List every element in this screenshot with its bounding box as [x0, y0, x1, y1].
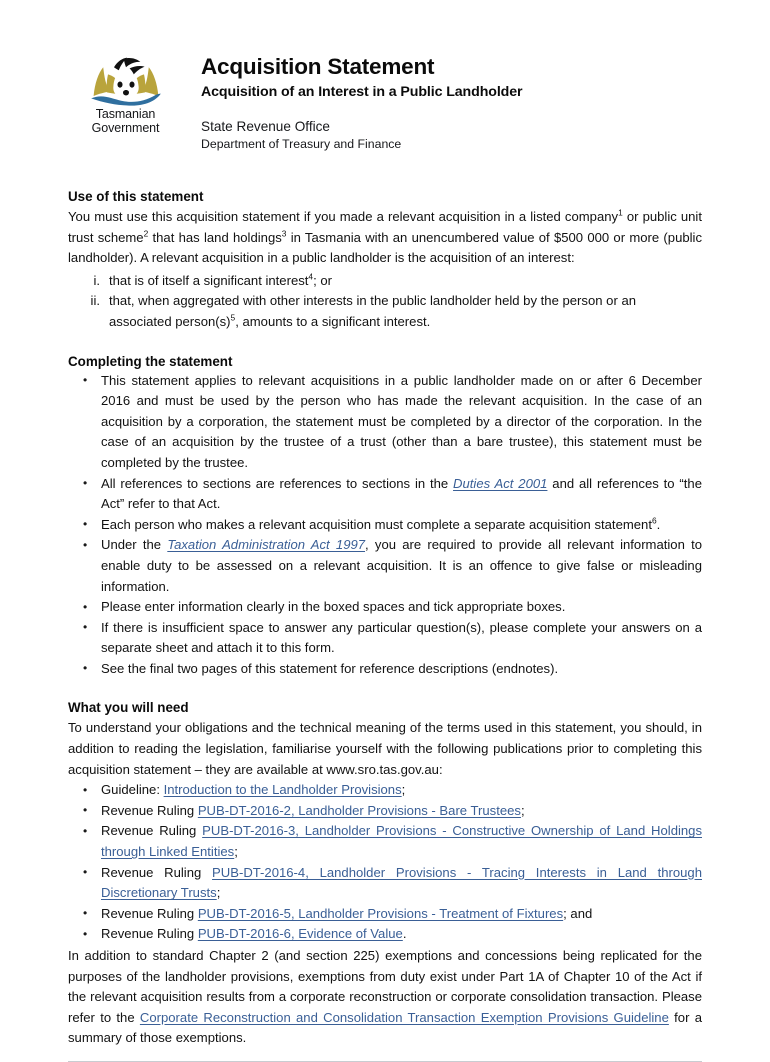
list-item	[68, 904, 702, 925]
bullet-text-separate-statement-b: .	[656, 516, 661, 532]
paragraph-use-of-statement	[68, 207, 702, 269]
section-heading-completing-statement: Completing the statement	[68, 353, 233, 369]
bullet-text-sections-a: All references to sections are references to sections in the	[101, 475, 454, 491]
list-item	[68, 924, 702, 945]
list-item	[68, 515, 702, 536]
list-item	[68, 780, 702, 801]
tasmanian-government-logo	[68, 52, 183, 135]
endnote-ref-4: 4	[308, 271, 314, 282]
document-body	[68, 187, 702, 1062]
list-item	[68, 535, 702, 597]
link-introduction-to-landholder-provisions[interactable]: Introduction to the Landholder Provisions	[163, 782, 402, 798]
use-text-c: that has land holdings	[148, 229, 282, 245]
list-marker-i: i.	[93, 272, 100, 288]
link-pub-dt-2016-6[interactable]: PUB-DT-2016-6, Evidence of Value	[197, 926, 403, 942]
bullet-text-separate-statement-a: Each person who makes a relevant acquisition must complete a separate acquisition statement	[101, 516, 652, 532]
endnote-ref-2: 2	[143, 228, 149, 239]
logo-line-tasmanian: Tasmanian	[95, 107, 156, 121]
list-item-text-a: that, when aggregated with other interests in the public landholder held by the person or an associated person(s)	[109, 293, 637, 329]
list-item	[68, 801, 702, 822]
paragraph-exemptions	[68, 946, 702, 1049]
publication-suffix: .	[402, 926, 407, 942]
link-corporate-reconstruction-guideline[interactable]: Corporate Reconstruction and Consolidation Transaction Exemption Provisions Guideline	[139, 1009, 669, 1025]
tasmanian-government-logo-icon	[90, 56, 162, 106]
title-block	[183, 52, 522, 152]
endnote-ref-5: 5	[230, 312, 236, 323]
section-heading-what-you-will-need: What you will need	[68, 700, 189, 716]
link-pub-dt-2016-4[interactable]: PUB-DT-2016-4, Landholder Provisions - Tracing Interests in Land through Discretionary Trusts	[101, 864, 702, 901]
link-pub-dt-2016-5[interactable]: PUB-DT-2016-5, Landholder Provisions - Treatment of Fixtures	[197, 905, 564, 921]
bullet-text-endnotes: See the final two pages of this statement for reference descriptions (endnotes).	[101, 660, 559, 676]
logo-wordmark	[92, 108, 160, 135]
list-item	[68, 291, 702, 332]
exemptions-text-a: In addition to standard Chapter 2 (and section 225) exemptions and concessions being replicated for the purposes of the landholder provisions, exemptions from duty exist under Part 1A of Chapter 10 of the Act if the relevant acquisition results from a corporate reconstruction or corporate consolidation transaction. Please refer to the	[68, 948, 702, 1025]
paragraph-what-you-will-need: To understand your obligations and the technical meaning of the terms used in this statement, you should, in addition to reading the legislation, familiarise yourself with the following publications prior to completing this acquisition statement – they are available at www.sro.tas.gov.au:	[68, 720, 702, 777]
list-item-text-a: that is of itself a significant interest	[109, 272, 309, 288]
link-pub-dt-2016-2[interactable]: PUB-DT-2016-2, Landholder Provisions - Bare Trustees	[197, 802, 521, 818]
page-subtitle: Acquisition of an Interest in a Public Landholder	[201, 84, 523, 100]
link-pub-dt-2016-3[interactable]: PUB-DT-2016-3, Landholder Provisions - Constructive Ownership of Land Holdings through Linked Entities	[101, 823, 702, 860]
use-text-d: in Tasmania with an unencumbered value of $500 000 or more (public landholder). A relevant acquisition in a public landholder is the acquisition of an interest:	[68, 229, 703, 266]
section-heading-use-of-statement: Use of this statement	[68, 189, 204, 204]
endnote-ref-3: 3	[281, 228, 287, 239]
list-item-text-b: ; or	[313, 272, 333, 288]
use-text-a: You must use this acquisition statement if you made a relevant acquisition in a listed company	[68, 209, 619, 224]
link-duties-act-2001[interactable]: Duties Act 2001	[453, 475, 548, 491]
publication-prefix: Revenue Ruling	[101, 823, 203, 839]
list-item	[68, 597, 702, 618]
publications-list	[68, 780, 702, 945]
use-text-b: or public unit trust scheme	[68, 209, 702, 245]
publication-suffix: ;	[520, 802, 525, 818]
bullet-text-applies: This statement applies to relevant acquisitions in a public landholder made on or after 6 December 2016 and must be used by the person who has made the relevant acquisition. In the case of an acquisition by a corporation, the statement must be completed by a director of the corporation. In the case of an acquisition by the trustee of a trust (other than a bare trustee), this statement must be completed by the trustee.	[101, 372, 702, 470]
link-taxation-administration-act-1997[interactable]: Taxation Administration Act 1997	[167, 537, 366, 553]
publication-suffix: ;	[234, 844, 238, 860]
bullet-text-taxation-admin-b: , you are required to provide all relevant information to enable duty to be assessed on a relevant acquisition. It is an offence to give false or misleading information.	[101, 537, 703, 594]
exemptions-text-b: for a summary of those exemptions.	[68, 1009, 702, 1046]
list-item-text-b: , amounts to a significant interest.	[235, 313, 431, 329]
page-title: Acquisition Statement	[201, 54, 435, 79]
logo-line-government: Government	[91, 120, 160, 135]
publication-prefix: Revenue Ruling	[101, 802, 198, 818]
list-item	[68, 659, 702, 680]
bullet-text-enter-clearly: Please enter information clearly in the boxed spaces and tick appropriate boxes.	[101, 599, 566, 615]
list-item	[68, 474, 702, 515]
publication-prefix: Revenue Ruling	[101, 926, 198, 942]
publication-prefix: Revenue Ruling	[101, 905, 198, 921]
endnote-ref-1: 1	[618, 207, 623, 218]
publication-suffix: ;	[216, 885, 221, 901]
publication-suffix: ;	[401, 782, 406, 798]
list-item	[68, 863, 702, 904]
document-header	[68, 0, 702, 170]
organisation-department: Department of Treasury and Finance	[201, 137, 402, 151]
list-item	[68, 271, 702, 292]
completing-statement-list	[68, 371, 702, 680]
list-marker-ii: ii.	[90, 293, 100, 309]
bullet-text-sections-b: and all references to “the Act” refer to that Act.	[101, 475, 702, 512]
bullet-text-taxation-admin-a: Under the	[101, 537, 168, 553]
list-item	[68, 821, 702, 862]
publication-prefix: Guideline:	[101, 782, 164, 798]
list-item	[68, 618, 702, 659]
publication-prefix: Revenue Ruling	[101, 864, 213, 880]
bullet-text-insufficient-space: If there is insufficient space to answer any particular question(s), please complete your answers on a separate sheet and attach it to this form.	[101, 619, 702, 656]
interest-type-list	[68, 271, 702, 333]
list-item	[68, 371, 702, 474]
endnote-ref-6: 6	[651, 515, 657, 526]
publication-suffix: ; and	[563, 905, 593, 921]
organisation-name: State Revenue Office	[201, 119, 330, 134]
